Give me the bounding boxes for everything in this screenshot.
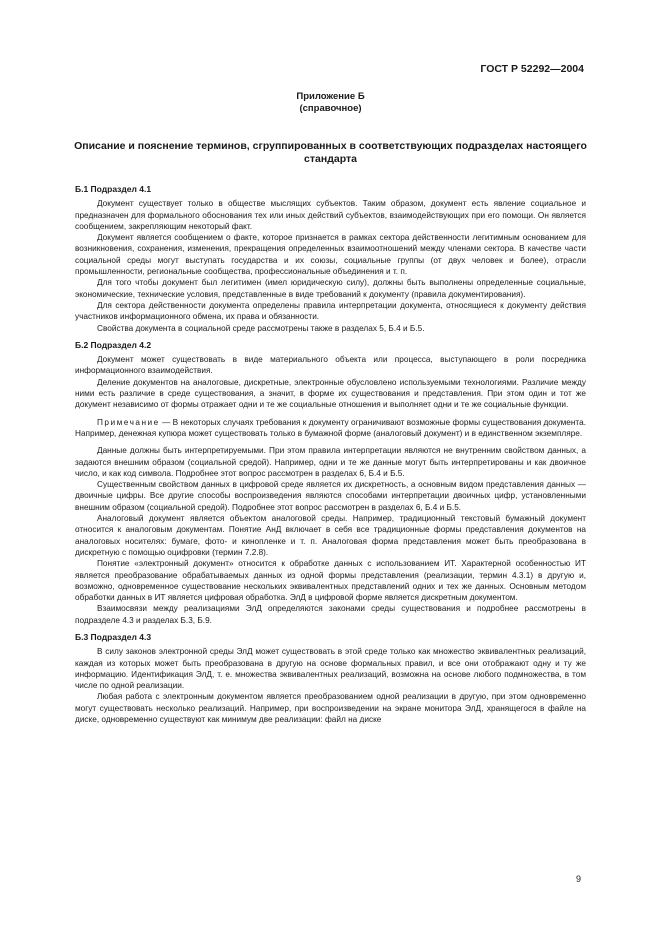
paragraph: Деление документов на аналоговые, дискретные, электронные обусловлено используемыми технологиями. Различие между ними есть различие в среде существования, а значит, в форме их существования и представления. При этом один и тот же документ независимо от формы отражает одни и те же социальные отношения и выполняет одни и те же социальные функции.	[75, 377, 586, 410]
paragraph: Документ существует только в обществе мыслящих субъектов. Таким образом, документ есть явление социальное и предназначен для формального обоснования тех или иных действий субъектов, взаимодействующих при его помощи. Он является сообщением, закрепляющим некоторый факт.	[75, 199, 586, 231]
paragraph: Взаимосвязи между реализациями ЭлД определяются законами среды существования и подробнее рассмотрены в подразделе 4.3 и разделах Б.3, Б.9.	[75, 604, 586, 625]
page-number: 9	[575, 874, 581, 884]
paragraph: Для сектора действенности документа определены правила интерпретации документа, относящиеся к документу действия участников информационного обмена, их права и обязанности.	[75, 300, 586, 322]
note-text: — В некоторых случаях требования к документу ограничивают возможные формы существования документа. Например, денежная купюра может существовать только в бумажной форме (аналоговый документ) и в единственном экземпляре.	[75, 417, 586, 438]
paragraph: Данные должны быть интерпретируемыми. При этом правила интерпретации являются не внутренним свойством данных, а задаются внешним образом (социальной средой). Например, одни и те же данные могут быть интерпретированы и как двоичное число, и как код символа. Подробнее этот вопрос рассмотрен в разделах 6, Б.4 и Б.5.	[75, 446, 586, 478]
paragraph: Документ может существовать в виде материального объекта или процесса, выступающего в роли посредника информационного взаимодействия.	[75, 355, 586, 376]
note	[75, 417, 586, 440]
paragraph: Документ является сообщением о факте, которое признается в рамках сектора действенности легитимным основанием для возникновения, сохранения, изменения, прекращения определенных взаимоотношений между членами сектора. В качестве части социальной среды могут выступать государства и их союзы, социальные группы (от двух человек и более), отрасли промышленности, региональные сообщества, профессиональные объединения и т. п.	[75, 233, 586, 277]
paragraph: Свойства документа в социальной среде рассмотрены также в разделах 5, Б.4 и Б.5.	[97, 323, 425, 333]
section-heading: Б.1 Подраздел 4.1	[75, 184, 152, 194]
section-heading: Б.3 Подраздел 4.3	[75, 631, 152, 642]
paragraph: Для того чтобы документ был легитимен (имел юридическую силу), должны быть выполнены определенные социальные, экономические, технические условия, представленные в виде требований к документу (правила документирования).	[75, 278, 586, 299]
annex-title: Приложение Б	[296, 91, 365, 102]
paragraph: Аналоговый документ является объектом аналоговой среды. Например, традиционный текстовый бумажный документ относится к аналоговым документам. Понятие АнД включает в себя все традиционные формы представления документов на аналоговых носителях: бумаге, фото- и кинопленке и т. п. Аналоговая форма представления может быть преобразована в дискретную с помощью оцифровки (термин 7.2.8).	[75, 514, 586, 557]
annex-header	[0, 91, 661, 115]
paragraph: Существенным свойством данных в цифровой среде является их дискретность, а основным видом представления данных — двоичные цифры. Все другие способы воспроизведения являются способами интерпретации двоичных цифр, установленными внешним образом (социальной средой). Подробнее этот вопрос рассмотрен в разделах 6, Б.4 и Б.5.	[75, 480, 586, 512]
paragraph: В силу законов электронной среды ЭлД может существовать в этой среде только как множество эквивалентных реализаций, каждая из которых может быть преобразована в другую на основе формальных правил, и все они отображают одну и ту же информацию. Идентификация ЭлД, т. е. множества эквивалентных реализаций, возможна на основе любого подмножества, в том числе по одной реализации.	[75, 647, 586, 691]
paragraph: Понятие «электронный документ» относится к обработке данных с использованием ИТ. Характерной особенностью ИТ является преобразование обрабатываемых данных из одной формы представления (реализации, термин 4.3.1) в другую и, возможно, одновременное существование нескольких эквивалентных представлений одних и тех же данных. Основным методом обработки данных в ИТ является цифровая обработка. ЭлД в цифровой форме является дискретным документом.	[75, 559, 586, 603]
document-body	[75, 180, 586, 725]
document-title: Описание и пояснение терминов, сгруппированных в соответствующих подразделах настоящего стандарта	[74, 140, 587, 165]
paragraph: Любая работа с электронным документом является преобразованием одной реализации в другую, при этом одновременно могут существовать несколько реализаций. Например, при воспроизведении на экране монитора ЭлД, хранящегося в файле на диске, одновременно существуют как минимум две реализации: файл на диске	[75, 692, 586, 725]
standard-number: ГОСТ Р 52292—2004	[480, 63, 584, 75]
section-heading: Б.2 Подраздел 4.2	[75, 339, 152, 350]
annex-type: (справочное)	[299, 103, 362, 114]
note-label: Примечание	[97, 417, 160, 427]
